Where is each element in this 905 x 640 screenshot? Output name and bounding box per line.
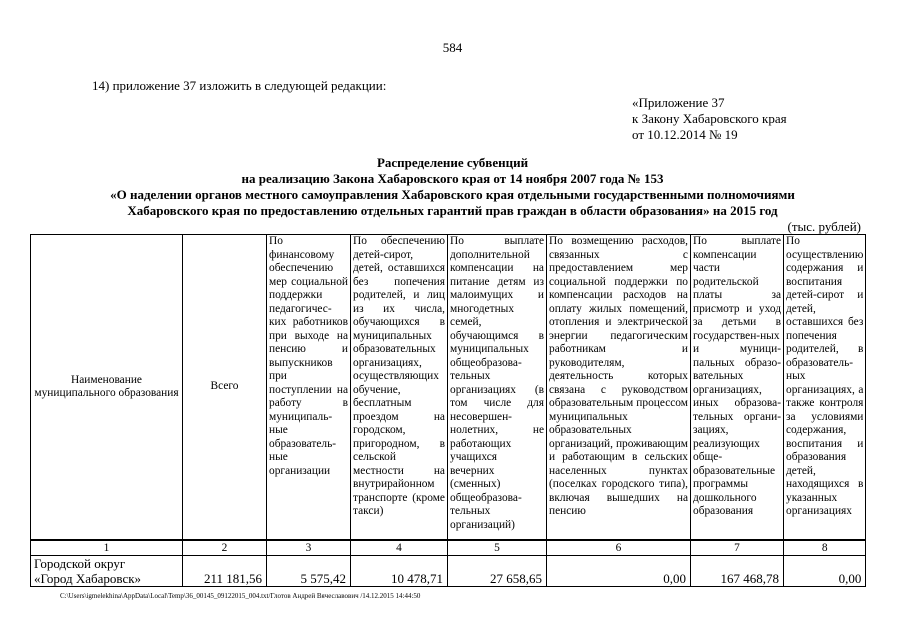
header-col8: По осуществлению содержания и воспитания детей-сирот и детей, оставшихся без попечения родителей, в образователь-ных организациях, а также контроля за условиями содержания, воспитания и образования детей, находящихся в указанных организациях (784, 235, 866, 541)
column-number: 5 (448, 540, 547, 556)
appendix-reference (632, 95, 787, 143)
title-line: «О наделении органов местного самоуправления Хабаровского края отдельными государственными полномочиями (110, 187, 795, 202)
header-total: Всего (183, 235, 267, 541)
value-col3: 5 575,42 (267, 556, 351, 587)
header-col3: По финансовому обеспечению мер социальной поддержки педагогичес-ких работников при выходе на пенсию и выпускников при поступлении на работу в муниципаль-ные образователь-ные организации (267, 235, 351, 541)
value-col8: 0,00 (784, 556, 866, 587)
table-row (31, 556, 866, 587)
title-line: на реализацию Закона Хабаровского края от 14 ноября 2007 года № 153 (241, 171, 664, 186)
header-col6: По возмещению расходов, связанных с предоставлением мер социальной поддержки по компенсации расходов на оплату жилых помещений, отопления и электрической энергии педагогическим работникам и руководителям, деятельность которых связана с руководством образовательным процессом муниципальных образовательных организаций, проживающим и работающим в сельских населенных пунктах (поселках городского типа), включая вышедших на пенсию (547, 235, 691, 541)
column-number: 7 (691, 540, 784, 556)
header-col5: По выплате дополнительной компенсации на питание детям из малоимущих и многодетных семей, обучающимся в муниципальных общеобразова-тельных организациях (в том числе для несовершен-нолетних, не работающих учащихся вечерних (сменных) общеобразова-тельных организаций) (448, 235, 547, 541)
header-col7: По выплате компенсации части родительской платы за присмотр и уход за детьми в государствен-ных и муници-пальных образо-вательных организациях, иных образова-тельных органи-зациях, реализующих обще-образовательные программы дошкольного образования (691, 235, 784, 541)
value-total: 211 181,56 (183, 556, 267, 587)
appendix-line: от 10.12.2014 № 19 (632, 127, 738, 142)
column-number: 3 (267, 540, 351, 556)
document-title (40, 155, 865, 219)
column-number: 8 (784, 540, 866, 556)
appendix-line: «Приложение 37 (632, 95, 725, 110)
header-municipality: Наименование муниципального образования (31, 235, 183, 541)
subsidy-table (30, 234, 866, 587)
intro-text: 14) приложение 37 изложить в следующей редакции: (92, 78, 387, 93)
value-col6: 0,00 (547, 556, 691, 587)
unit-label: (тыс. рублей) (787, 219, 861, 234)
file-path-footer: C:\Users\igmelekhina\AppData\Local\Temp\36_00145_09122015_004.txt/Глотов Андрей Вячеславович /14.12.2015 14:44:50 (60, 592, 421, 600)
municipality-name (31, 556, 183, 587)
column-number: 6 (547, 540, 691, 556)
value-col5: 27 658,65 (448, 556, 547, 587)
column-number-row (31, 540, 866, 556)
page-number: 584 (442, 40, 463, 55)
header-col4: По обеспечению детей-сирот, детей, оставшихся без попечения родителей, и лиц из их числа, обучающихся в муниципальных образовательных организациях, осуществляющих обучение, бесплатным проездом на городском, пригородном, в сельской местности на внутрирайонном транспорте (кроме такси) (351, 235, 448, 541)
appendix-line: к Закону Хабаровского края (632, 111, 787, 126)
value-col7: 167 468,78 (691, 556, 784, 587)
column-number: 2 (183, 540, 267, 556)
title-line: Хабаровского края по предоставлению отдельных гарантий прав граждан в области образования» на 2015 год (127, 203, 778, 218)
municipality-name-line: Городской округ (34, 556, 126, 571)
value-col4: 10 478,71 (351, 556, 448, 587)
title-line: Распределение субвенций (376, 155, 529, 170)
municipality-name-line: «Город Хабаровск» (34, 571, 142, 586)
column-number: 4 (351, 540, 448, 556)
column-number: 1 (31, 540, 183, 556)
